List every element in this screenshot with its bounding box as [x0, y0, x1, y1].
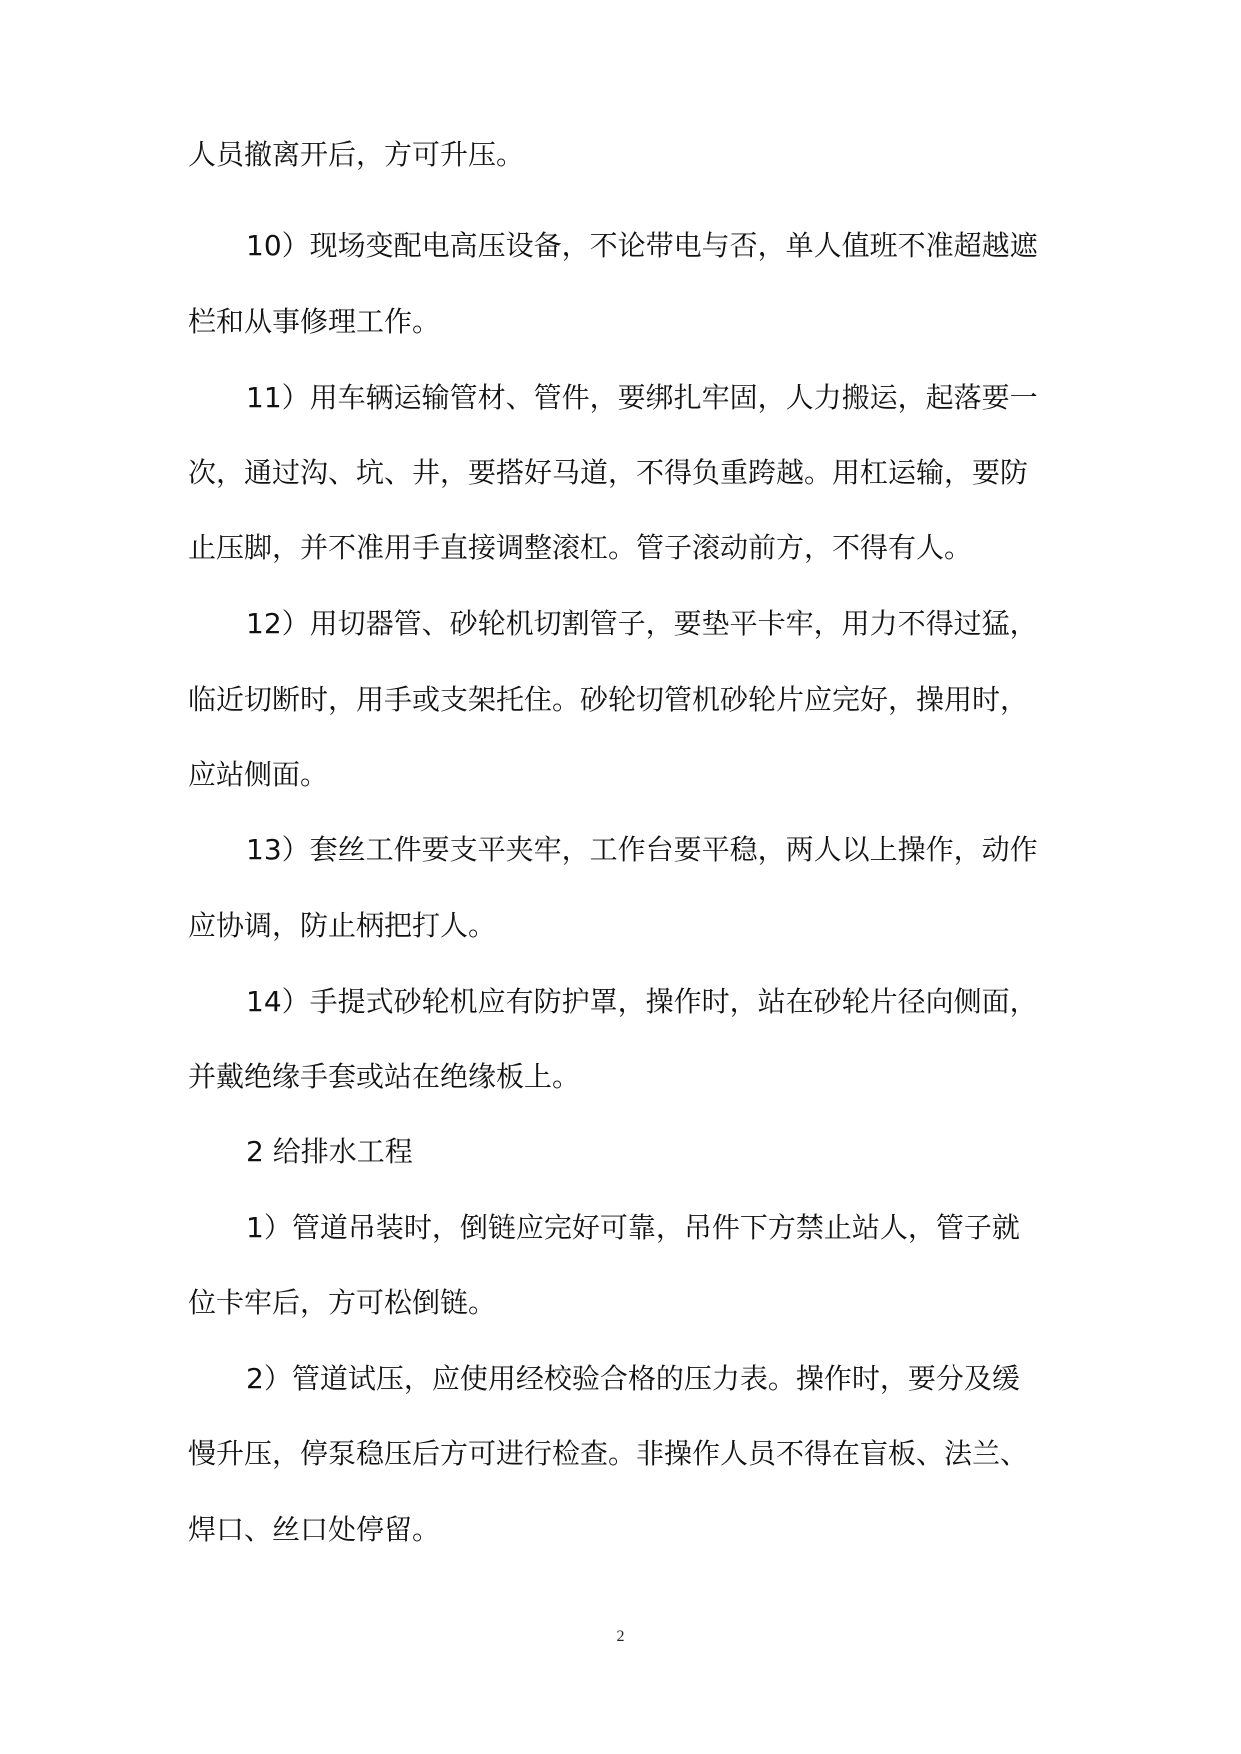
text-line-4: 11）用车辆运输管材、管件，要绑扎牢固，人力搬运，起落要一 [246, 381, 1038, 414]
page-number: 2 [616, 1628, 625, 1645]
text-line-8: 临近切断时，用手或支架托住。砂轮切管机砂轮片应完好，操用时， [188, 683, 1029, 716]
text-line-19: 焊口、丝口处停留。 [188, 1513, 441, 1546]
text-line-13: 并戴绝缘手套或站在绝缘板上。 [188, 1060, 581, 1093]
text-line-12: 14）手提式砂轮机应有防护罩，操作时，站在砂轮片径向侧面， [246, 985, 1038, 1018]
text-line-11: 应协调，防止柄把打人。 [188, 909, 497, 942]
section-heading: 2 给排水工程 [246, 1135, 413, 1168]
text-line-2: 10）现场变配电高压设备，不论带电与否，单人值班不准超越遮 [246, 229, 1038, 262]
text-line-16: 位卡牢后，方可松倒链。 [188, 1286, 497, 1319]
text-line-18: 慢升压，停泵稳压后方可进行检查。非操作人员不得在盲板、法兰、 [188, 1437, 1029, 1470]
text-line-17: 2）管道试压，应使用经校验合格的压力表。操作时，要分及缓 [246, 1362, 1020, 1395]
text-line-9: 应站侧面。 [188, 758, 329, 791]
text-line-7: 12）用切器管、砂轮机切割管子，要垫平卡牢，用力不得过猛， [246, 607, 1038, 640]
text-line-1: 人员撤离开后，方可升压。 [188, 138, 525, 171]
text-line-10: 13）套丝工件要支平夹牢，工作台要平稳，两人以上操作，动作 [246, 833, 1038, 866]
text-line-3: 栏和从事修理工作。 [188, 305, 441, 338]
text-line-5: 次，通过沟、坑、井，要搭好马道，不得负重跨越。用杠运输，要防 [188, 456, 1029, 489]
text-line-15: 1）管道吊装时，倒链应完好可靠，吊件下方禁止站人，管子就 [246, 1211, 1020, 1244]
text-line-6: 止压脚，并不准用手直接调整滚杠。管子滚动前方，不得有人。 [188, 531, 973, 564]
